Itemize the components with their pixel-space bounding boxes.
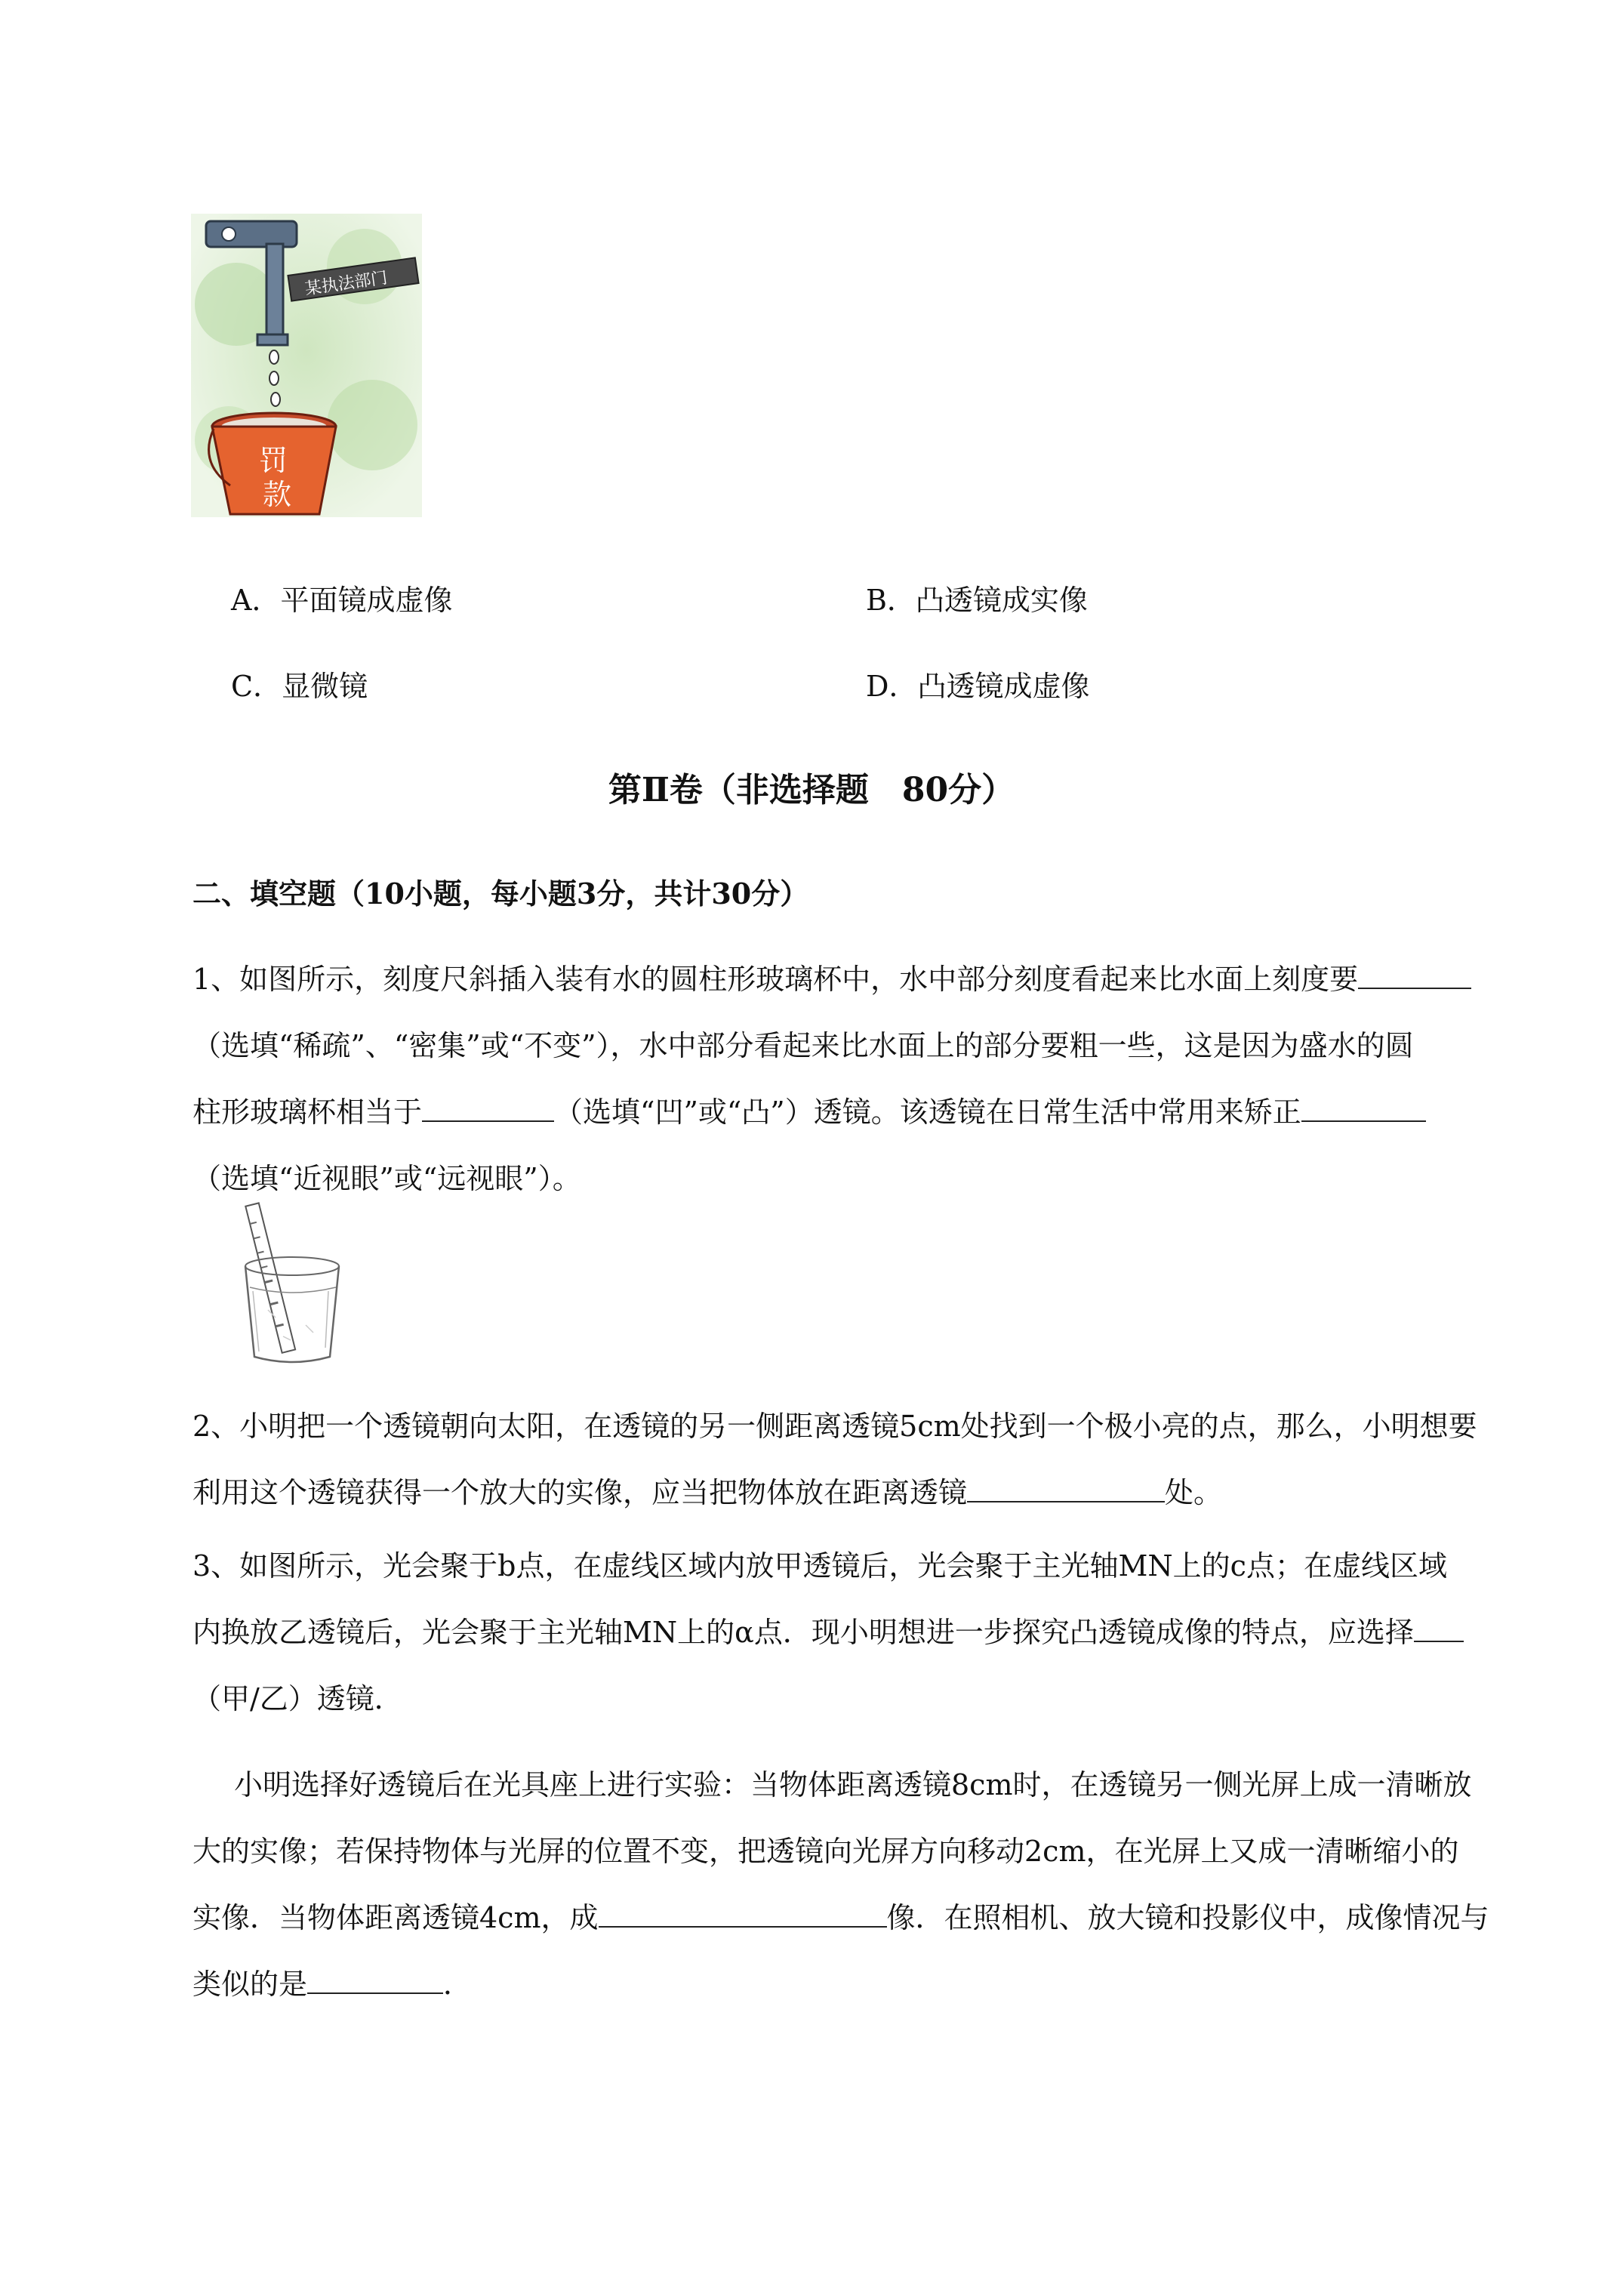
section-title: 第Ⅱ卷（非选择题 80分）: [608, 771, 1015, 809]
option-b: B．凸透镜成实像: [866, 584, 1088, 617]
q3-line2: 内换放乙透镜后，光会聚于主光轴MN上的α点．现小明想进一步探究凸透镜成像的特点，应选择: [192, 1616, 1414, 1649]
q2-line1: 2、小明把一个透镜朝向太阳，在透镜的另一侧距离透镜5cm处找到一个极小亮的点，那么，小明想要: [192, 1410, 1477, 1443]
q3-blank-3: [307, 1970, 443, 1994]
q3-p2-line3b: 像．在照相机、放大镜和投影仪中，成像情况与: [886, 1901, 1489, 1934]
q2-line2b: 处。: [1165, 1476, 1223, 1509]
tag-text: 某执法部门: [303, 268, 389, 299]
q3-blank-2: [599, 1903, 887, 1928]
ruler-in-glass-illustration: [230, 1197, 351, 1370]
q1-blank-1: [1358, 965, 1471, 989]
question-1: [192, 963, 1529, 1195]
bucket-text-1: 罚: [259, 444, 288, 477]
q1-blank-3: [1301, 1098, 1426, 1122]
q3-p2-line3a: 实像．当物体距离透镜4cm，成: [192, 1901, 599, 1934]
q3-p2-line4b: ．: [443, 1968, 473, 2001]
q3-p2-line1: 小明选择好透镜后在光具座上进行实验：当物体距离透镜8cm时，在透镜另一侧光屏上成一清晰放: [234, 1768, 1472, 1801]
q3-p2-line4a: 类似的是: [192, 1968, 308, 2001]
section-heading: 二、填空题（10小题，每小题3分，共计30分）: [192, 877, 809, 911]
bucket-text-2: 款: [263, 478, 292, 511]
q1-line3b: （选填“凹”或“凸”）透镜。该透镜在日常生活中常用来矫正: [554, 1096, 1301, 1129]
option-a: A．平面镜成虚像: [231, 584, 453, 617]
option-c: C．显微镜: [231, 670, 368, 703]
q2-line2a: 利用这个透镜获得一个放大的实像，应当把物体放在距离透镜: [192, 1476, 968, 1509]
q3-p2-line2: 大的实像；若保持物体与光屏的位置不变，把透镜向光屏方向移动2cm，在光屏上又成一清晰缩小的: [192, 1835, 1459, 1868]
faucet-bucket-illustration: [191, 214, 422, 517]
option-d: D．凸透镜成虚像: [866, 670, 1090, 703]
q2-blank: [967, 1478, 1165, 1502]
q1-line1: 1、如图所示，刻度尺斜插入装有水的圆柱形玻璃杯中，水中部分刻度看起来比水面上刻度要: [192, 963, 1359, 996]
question-3: [192, 1549, 1529, 2001]
question-2: [192, 1412, 1529, 1518]
q1-line4: （选填“近视眼”或“远视眼”）。: [192, 1162, 581, 1195]
q1-line2: （选填“稀疏”、“密集”或“不变”），水中部分看起来比水面上的部分要粗一些，这是因为盛水的圆: [192, 1029, 1414, 1062]
q3-line1: 3、如图所示，光会聚于b点，在虚线区域内放甲透镜后，光会聚于主光轴MN上的c点；在虚线区域: [192, 1549, 1447, 1583]
q3-blank-1: [1414, 1618, 1464, 1642]
q1-line3a: 柱形玻璃杯相当于: [192, 1096, 423, 1129]
q1-blank-2: [422, 1098, 554, 1122]
q3-line3: （甲/乙）透镜．: [192, 1682, 403, 1715]
